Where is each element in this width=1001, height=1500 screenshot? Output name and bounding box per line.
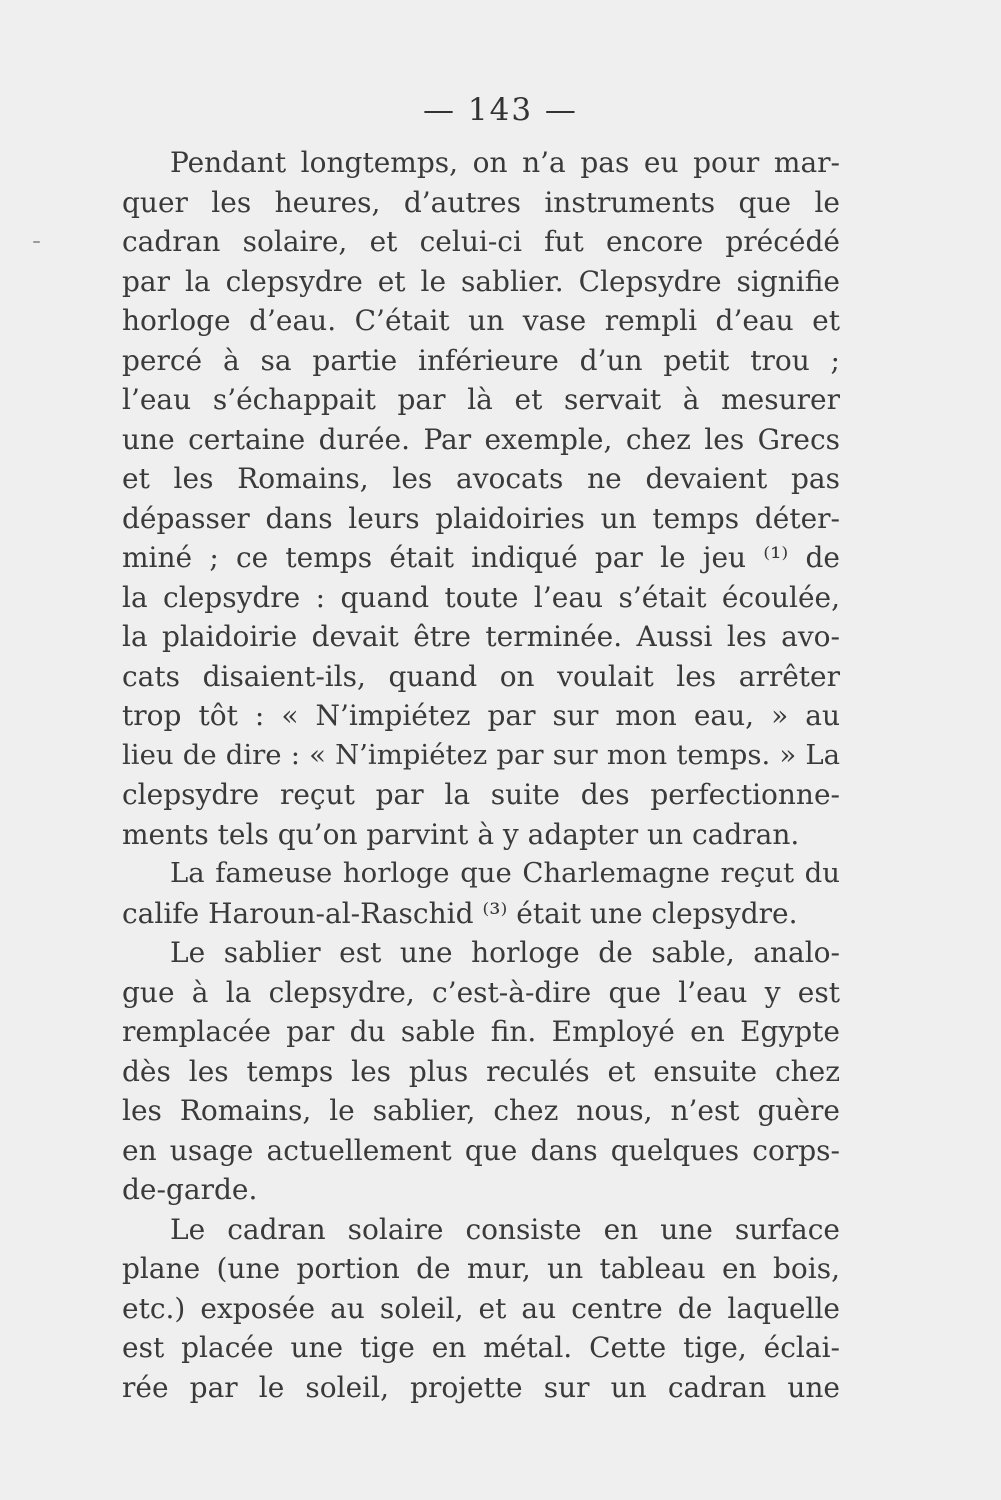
scan-mark	[33, 241, 40, 243]
page-number: — 143 —	[423, 92, 578, 128]
text-line: miné ; ce temps était indiqué par le jeu ⁽¹⁾ de	[122, 541, 840, 574]
text-line: Le cadran solaire consiste en une surface	[170, 1212, 840, 1246]
text-line: est placée une tige en métal. Cette tige, éclai-	[122, 1331, 840, 1364]
text-line: ments tels qu’on parvint à y adapter un cadran.	[122, 817, 800, 851]
text-line: remplacée par du sable fin. Employé en Egypte	[122, 1015, 840, 1048]
text-line: horloge d’eau. C’était un vase rempli d’eau et	[122, 304, 840, 337]
text-line: plane (une portion de mur, un tableau en bois,	[122, 1252, 840, 1285]
text-line: Pendant longtemps, on n’a pas eu pour mar-	[170, 146, 840, 179]
text-line: en usage actuellement que dans quelques corps-	[122, 1133, 840, 1167]
text-line: une certaine durée. Par exemple, chez les Grecs	[122, 422, 840, 456]
text-line: cats disaient-ils, quand on voulait les arrêter	[122, 659, 840, 693]
text-line: Le sablier est une horloge de sable, analo-	[170, 936, 840, 969]
text-line: lieu de dire : « N’impiétez par sur mon temps. » La	[122, 738, 840, 771]
text-line: quer les heures, d’autres instruments que le	[122, 185, 840, 219]
text-line: percé à sa partie inférieure d’un petit trou ;	[122, 343, 840, 377]
text-line: l’eau s’échappait par là et servait à mesurer	[122, 383, 840, 416]
text-line: la plaidoirie devait être terminée. Aussi les avo-	[122, 620, 840, 653]
text-line: rée par le soleil, projette sur un cadran une	[122, 1370, 840, 1404]
text-line: calife Haroun-al-Raschid ⁽³⁾ était une clepsydre.	[122, 896, 798, 930]
text-line: dès les temps les plus reculés et ensuite chez	[122, 1054, 840, 1088]
text-line: trop tôt : « N’impiétez par sur mon eau, » au	[122, 699, 840, 732]
text-line: par la clepsydre et le sablier. Clepsydre signifie	[122, 264, 840, 298]
text-line: clepsydre reçut par la suite des perfectionne-	[122, 778, 840, 811]
body-text	[122, 143, 840, 1407]
text-line: de-garde.	[122, 1173, 258, 1206]
text-line: les Romains, le sablier, chez nous, n’est guère	[122, 1094, 840, 1127]
text-line: etc.) exposée au soleil, et au centre de laquelle	[122, 1291, 840, 1325]
text-line: et les Romains, les avocats ne devaient pas	[122, 462, 840, 495]
text-line: la clepsydre : quand toute l’eau s’était écoulée,	[122, 580, 840, 614]
text-line: cadran solaire, et celui-ci fut encore précédé	[122, 225, 840, 258]
text-line: La fameuse horloge que Charlemagne reçut du	[170, 857, 840, 889]
text-line: gue à la clepsydre, c’est-à-dire que l’eau y est	[122, 975, 840, 1009]
text-line: dépasser dans leurs plaidoiries un temps déter-	[122, 501, 840, 535]
